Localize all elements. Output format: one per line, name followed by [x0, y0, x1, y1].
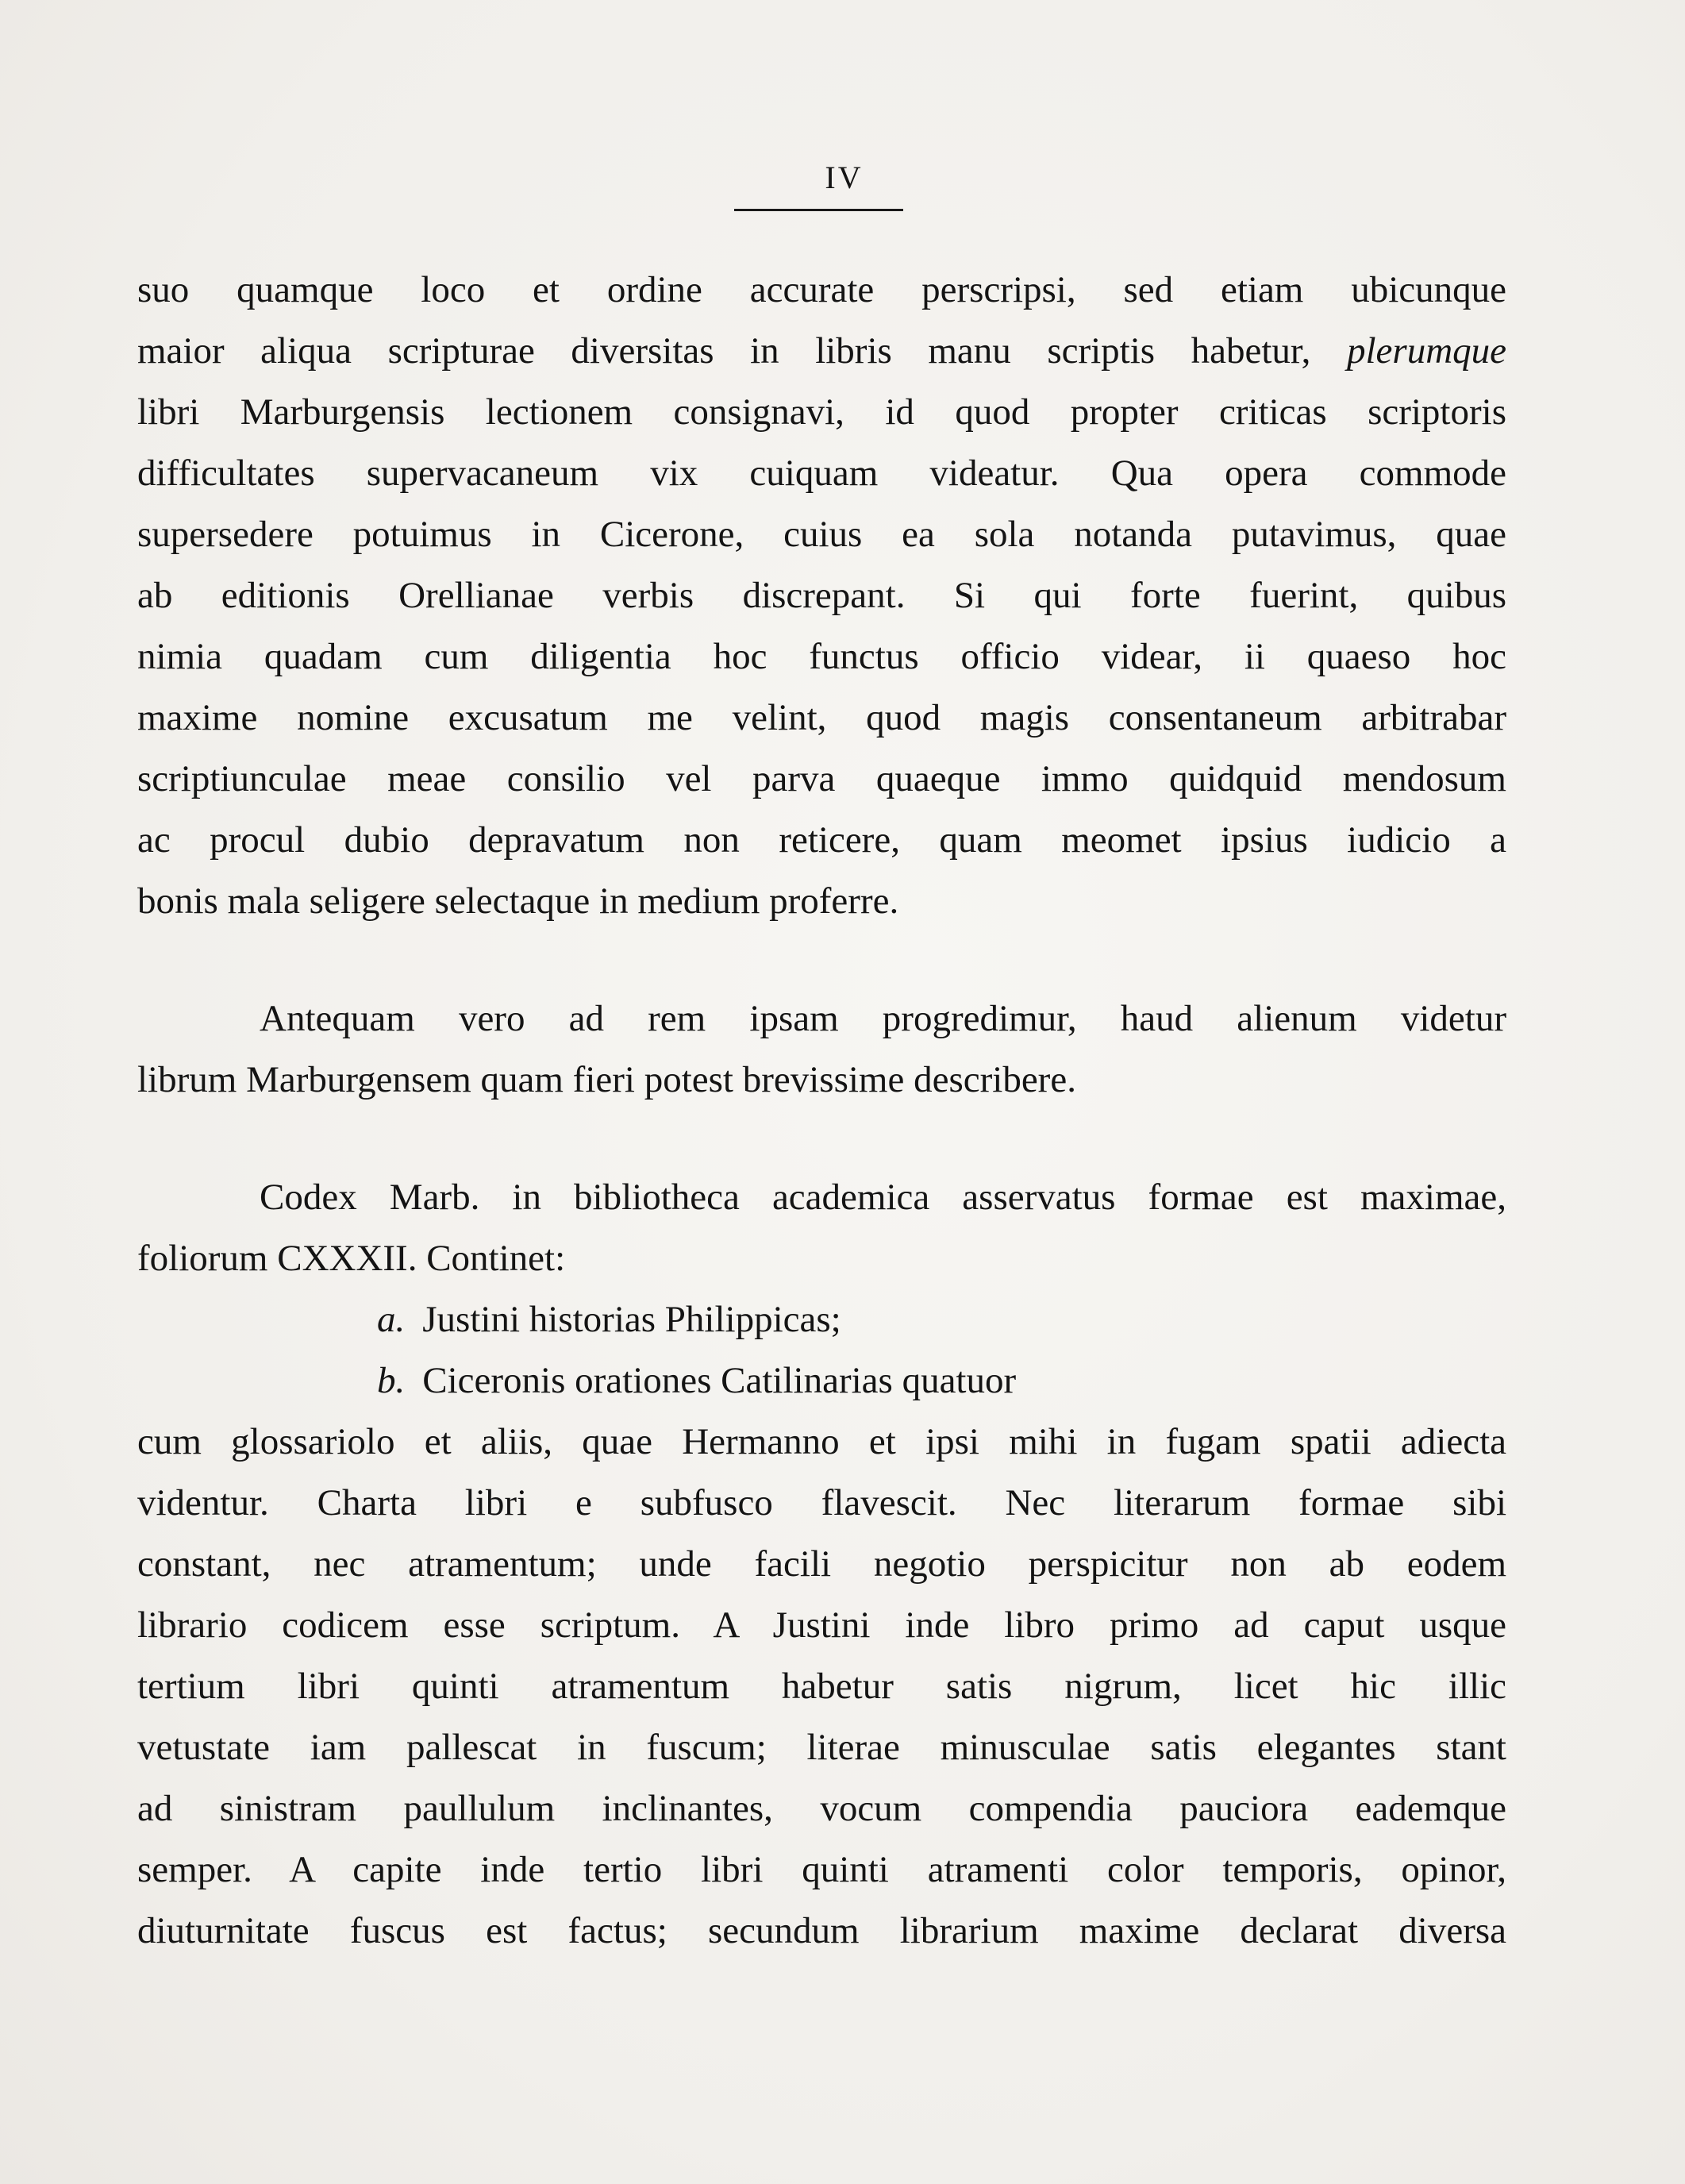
- text-line: videntur. Charta libri e subfusco flavescit. Nec literarum formae sibi: [137, 1482, 1506, 1523]
- text-line: libri Marburgensis lectionem consignavi, id quod propter criticas scriptoris: [137, 391, 1506, 433]
- text-line: ab editionis Orellianae verbis discrepant. Si qui forte fuerint, quibus: [137, 575, 1506, 616]
- list-marker: b.: [377, 1360, 406, 1401]
- page-header: [0, 159, 1685, 196]
- text-line: maxime nomine excusatum me velint, quod magis consentaneum arbitrabar: [137, 697, 1506, 738]
- text-line: bonis mala seligere selectaque in medium proferre.: [137, 880, 899, 922]
- list-item-text: Justini historias Philippicas;: [422, 1299, 841, 1340]
- text-line: [137, 329, 1506, 373]
- text-line: difficultates supervacaneum vix cuiquam videatur. Qua opera commode: [137, 453, 1506, 494]
- list-marker: a.: [377, 1299, 406, 1340]
- list-item-text: Ciceronis orationes Catilinarias quatuor: [422, 1360, 1017, 1401]
- text-line: foliorum CXXXII. Continet:: [137, 1238, 566, 1279]
- text-line: semper. A capite inde tertio libri quinti atramenti color temporis, opinor,: [137, 1849, 1506, 1890]
- list-item: [377, 1297, 841, 1342]
- text-line: vetustate iam pallescat in fuscum; literae minusculae satis elegantes stant: [137, 1727, 1506, 1768]
- header-rule: [734, 209, 903, 211]
- text-line: Antequam vero ad rem ipsam progredimur, haud alienum videtur: [260, 998, 1506, 1039]
- page-number: IV: [825, 160, 864, 195]
- text-line: scriptiunculae meae consilio vel parva quaeque immo quidquid mendosum: [137, 758, 1506, 799]
- text-segment: maior aliqua scripturae diversitas in libris manu scriptis habetur,: [137, 330, 1311, 372]
- text-line: nimia quadam cum diligentia hoc functus officio videar, ii quaeso hoc: [137, 636, 1506, 677]
- italic-word: plerumque: [1347, 330, 1507, 372]
- text-line: suo quamque loco et ordine accurate perscripsi, sed etiam ubicunque: [137, 269, 1506, 310]
- text-line: constant, nec atramentum; unde facili negotio perspicitur non ab eodem: [137, 1543, 1506, 1585]
- text-line: Codex Marb. in bibliotheca academica asservatus formae est maximae,: [260, 1177, 1506, 1218]
- text-line: cum glossariolo et aliis, quae Hermanno et ipsi mihi in fugam spatii adiecta: [137, 1421, 1506, 1462]
- text-line: tertium libri quinti atramentum habetur satis nigrum, licet hic illic: [137, 1666, 1506, 1707]
- list-item: [377, 1358, 1016, 1403]
- text-line: librario codicem esse scriptum. A Justini inde libro primo ad caput usque: [137, 1604, 1506, 1646]
- text-line: supersedere potuimus in Cicerone, cuius ea sola notanda putavimus, quae: [137, 514, 1506, 555]
- text-line: ad sinistram paullulum inclinantes, vocum compendia pauciora eademque: [137, 1788, 1506, 1829]
- text-line: ac procul dubio depravatum non reticere, quam meomet ipsius iudicio a: [137, 819, 1506, 861]
- text-line: diuturnitate fuscus est factus; secundum librarium maxime declarat diversa: [137, 1910, 1506, 1951]
- text-line: librum Marburgensem quam fieri potest brevissime describere.: [137, 1059, 1076, 1100]
